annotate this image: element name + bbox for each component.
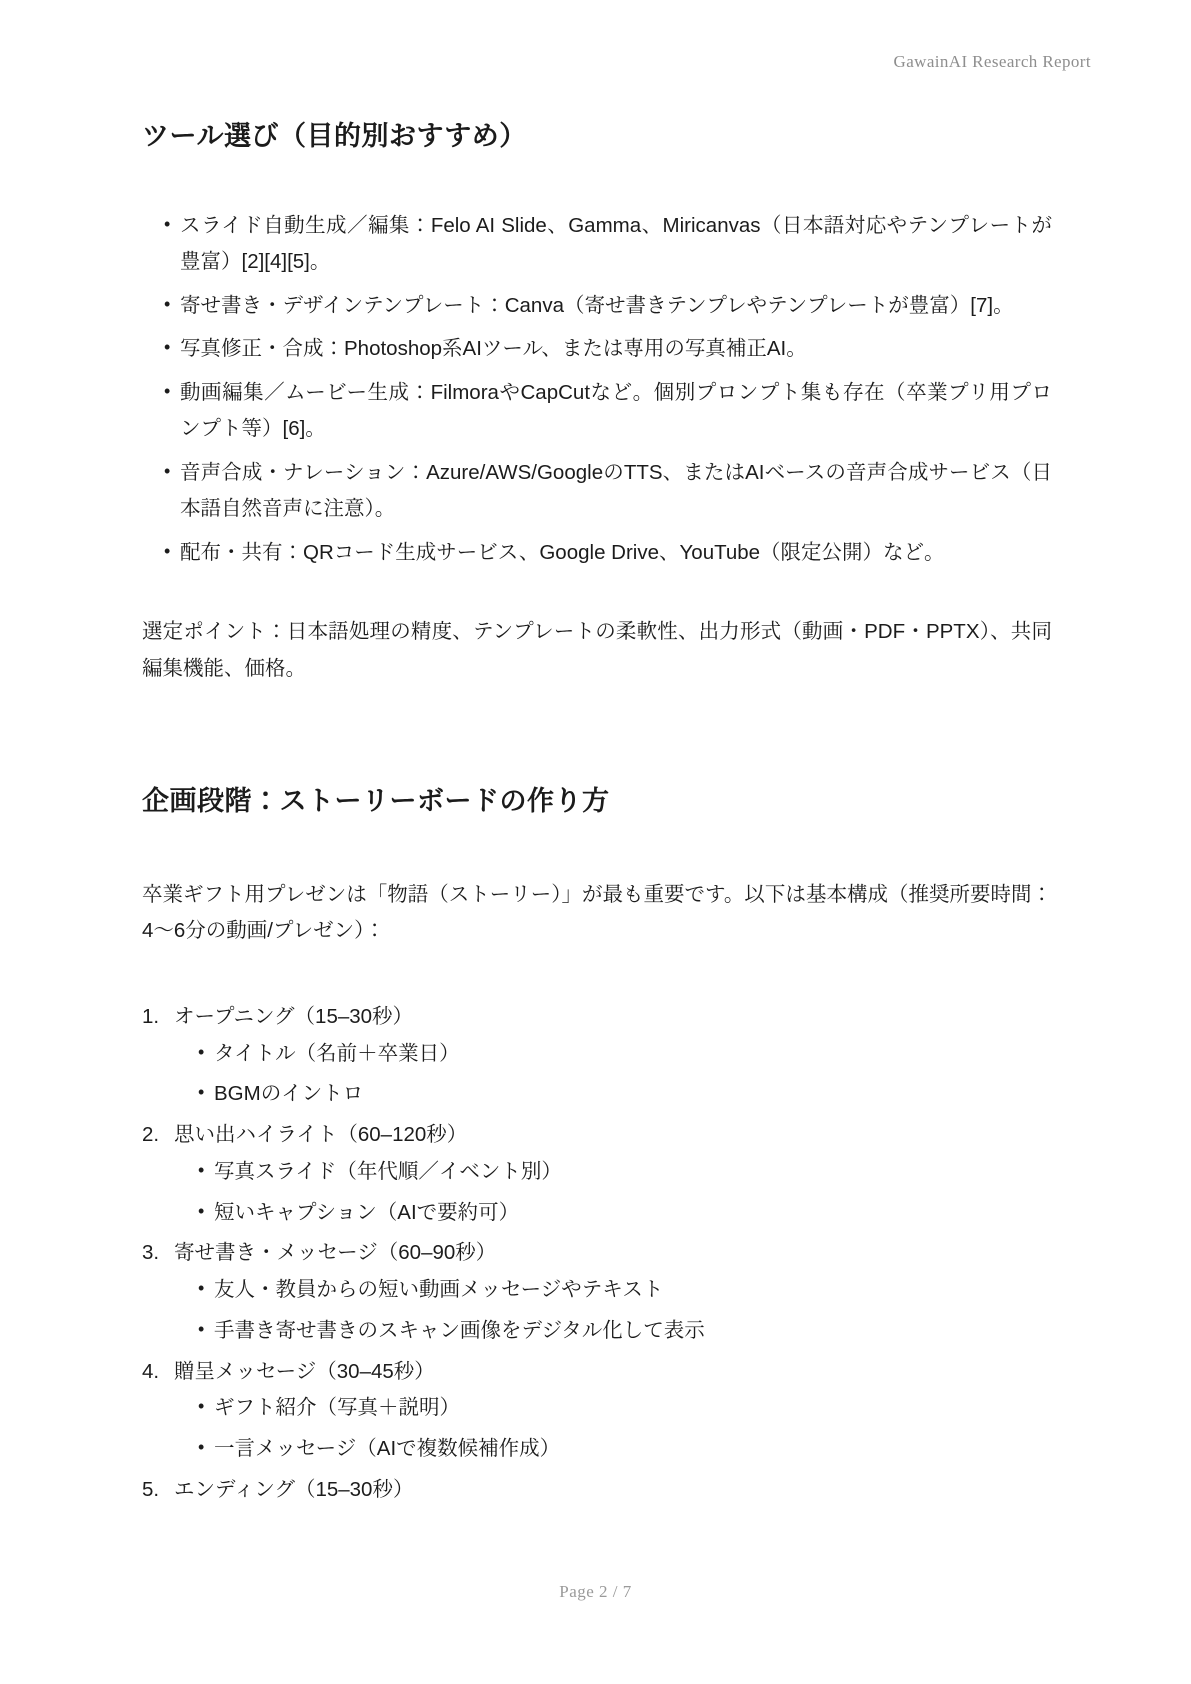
list-item: • タイトル（名前＋卒業日） <box>198 1039 1052 1070</box>
storyboard-step <box>142 1475 1052 1506</box>
storyboard-step <box>142 1238 1052 1346</box>
list-item: • 写真修正・合成：Photoshop系AIツール、または専用の写真補正AI。 <box>164 331 1052 367</box>
storyboard-step-label: 思い出ハイライト（60–120秒） <box>174 1123 468 1147</box>
storyboard-step-label: 贈呈メッセージ（30–45秒） <box>174 1359 435 1383</box>
storyboard-step-label: 寄せ書き・メッセージ（60–90秒） <box>174 1241 497 1265</box>
spacer <box>142 578 1052 614</box>
storyboard-substep-list <box>174 1275 1052 1347</box>
storyboard-step <box>142 1002 1052 1110</box>
spacer <box>142 821 1052 877</box>
storyboard-step-label: エンディング（15–30秒） <box>174 1477 414 1501</box>
running-header: GawainAI Research Report <box>893 52 1091 71</box>
list-item: • 写真スライド（年代順／イベント別） <box>198 1157 1052 1188</box>
spacer <box>142 156 1052 208</box>
list-item: • 音声合成・ナレーション：Azure/AWS/GoogleのTTS、またはAIベースの音声合成サービス（日本語自然音声に注意）。 <box>164 455 1052 528</box>
storyboard-substep-list <box>174 1039 1052 1111</box>
section-heading-tools: ツール選び（目的別おすすめ） <box>142 121 527 152</box>
spacer <box>142 950 1052 1002</box>
section-heading-storyboard: 企画段階：ストーリーボードの作り方 <box>142 786 610 818</box>
list-item: • 手書き寄せ書きのスキャン画像をデジタル化して表示 <box>198 1316 1052 1347</box>
storyboard-intro-paragraph: 卒業ギフト用プレゼンは「物語（ストーリー）」が最も重要です。以下は基本構成（推奨所要時間：4〜6分の動画/プレゼン）： <box>142 882 1052 943</box>
list-item: • 配布・共有：QRコード生成サービス、Google Drive、YouTube（限定公開）など。 <box>164 535 1052 571</box>
storyboard-substep-list <box>174 1393 1052 1465</box>
document-content <box>142 118 1052 1512</box>
list-item: • スライド自動生成／編集：Felo AI Slide、Gamma、Miricanvas（日本語対応やテンプレートが豊富）[2][4][5]。 <box>164 208 1052 281</box>
page-number-footer: Page 2 / 7 <box>559 1582 632 1601</box>
list-item: • 友人・教員からの短い動画メッセージやテキスト <box>198 1275 1052 1306</box>
list-item: • 寄せ書き・デザインテンプレート：Canva（寄せ書きテンプレやテンプレートが豊富）[7]。 <box>164 288 1052 324</box>
spacer <box>142 687 1052 783</box>
storyboard-step <box>142 1120 1052 1228</box>
storyboard-step <box>142 1357 1052 1465</box>
tool-recommendation-list <box>142 208 1052 571</box>
list-item: • BGMのイントロ <box>198 1079 1052 1110</box>
list-item: • 短いキャプション（AIで要約可） <box>198 1198 1052 1229</box>
storyboard-substep-list <box>174 1157 1052 1229</box>
tools-selection-note: 選定ポイント：日本語処理の精度、テンプレートの柔軟性、出力形式（動画・PDF・PPTX）、共同編集機能、価格。 <box>142 620 1052 680</box>
list-item: • 一言メッセージ（AIで複数候補作成） <box>198 1434 1052 1465</box>
list-item: • ギフト紹介（写真＋説明） <box>198 1393 1052 1424</box>
storyboard-step-label: オープニング（15–30秒） <box>174 1004 414 1028</box>
list-item: • 動画編集／ムービー生成：FilmoraやCapCutなど。個別プロンプト集も存在（卒業プリ用プロンプト等）[6]。 <box>164 375 1052 448</box>
storyboard-step-list <box>142 1002 1052 1506</box>
